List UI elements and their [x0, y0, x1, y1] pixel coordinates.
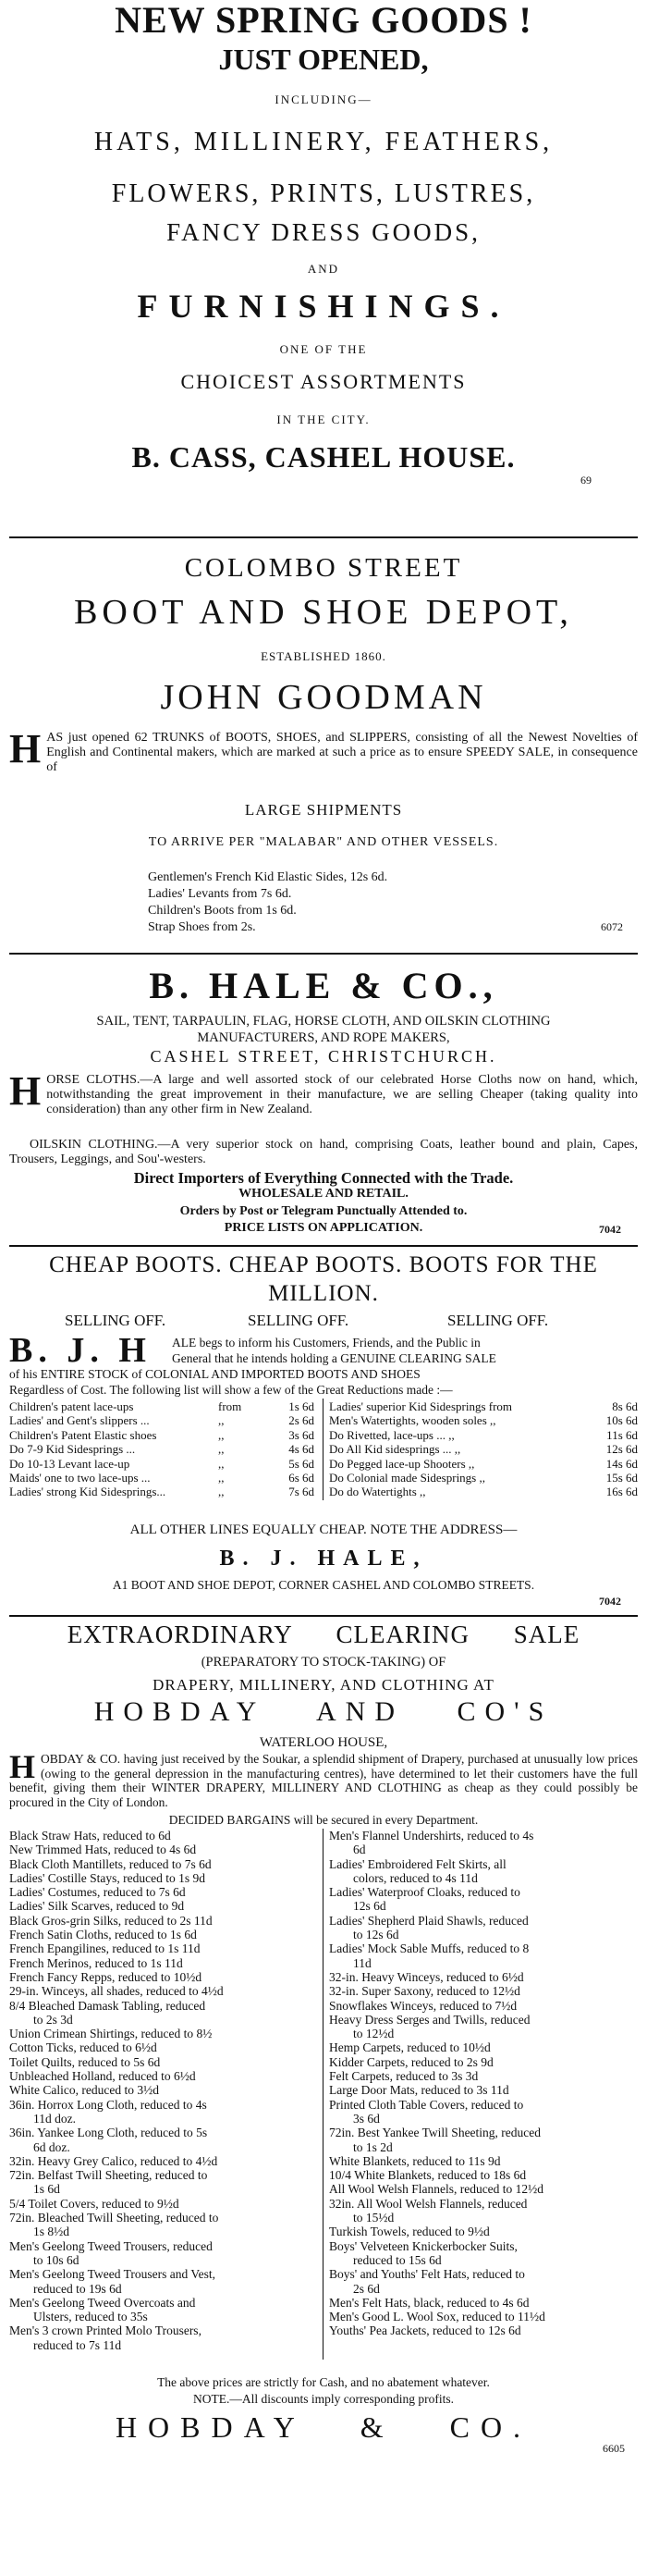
item-from: ,,: [218, 1413, 225, 1428]
ad1-furnishings: FURNISHINGS.: [137, 288, 510, 325]
ad3-body2: [9, 1138, 638, 1167]
list-item: 3s 6d: [353, 2111, 380, 2126]
list-item: 11d: [353, 1955, 372, 1970]
table-row: [9, 1442, 314, 1456]
ad4-other: ALL OTHER LINES EQUALLY CHEAP. NOTE THE ADDRESS—: [129, 1522, 518, 1537]
selling-off: SELLING OFF.: [65, 1312, 166, 1329]
item-price: 8s 6d: [612, 1399, 638, 1413]
ad4-headline2: MILLION.: [268, 1281, 379, 1306]
ad1-including: INCLUDING—: [275, 92, 372, 106]
list-item: Felt Carpets, reduced to 3s 3d: [329, 2069, 479, 2084]
list-item: French Epangilines, reduced to 1s 11d: [9, 1941, 201, 1956]
list-item: to 12½d: [353, 2027, 395, 2041]
ad3-body-text: ORSE CLOTHS.—A large and well assorted stock of our celebrated Horse Cloths now on hand, which, notwithstanding the great improvement in their manufacture, we are selling Cheaper (taking quality into consideration) than any other firm in New Zealand.: [46, 1073, 638, 1116]
ad5-prep: (PREPARATORY TO STOCK-TAKING) OF: [201, 1655, 446, 1670]
item-price: 16s 6d: [605, 1485, 638, 1499]
list-item: Hemp Carpets, reduced to 10½d: [329, 2040, 491, 2055]
item-from: ,,: [218, 1427, 225, 1442]
list-item: 11d doz.: [33, 2111, 76, 2126]
table-row: [329, 1485, 638, 1498]
table-row: [329, 1399, 638, 1413]
list-item: Youths' Pea Jackets, reduced to 12s 6d: [329, 2323, 521, 2338]
item-price: 15s 6d: [605, 1470, 638, 1485]
ad5-headline: EXTRAORDINARY CLEARING SALE: [67, 1621, 580, 1648]
list-item: Unbleached Holland, reduced to 6½d: [9, 2069, 196, 2084]
ad4-intro1: ALE begs to inform his Customers, Friends, and the Public in: [172, 1336, 481, 1350]
list-item: to 1s 2d: [353, 2139, 393, 2154]
item-price: 2s 6d: [288, 1413, 314, 1428]
ad5-ref: 6605: [603, 2442, 625, 2455]
list-item: Cotton Ticks, reduced to 6½d: [9, 2040, 157, 2055]
list-item: Men's 3 crown Printed Molo Trousers,: [9, 2323, 201, 2338]
ad5-footer1: The above prices are strictly for Cash, and no abatement whatever.: [157, 2375, 490, 2389]
item-name: Children's Patent Elastic shoes: [9, 1427, 157, 1442]
list-item: Black Gros-grin Silks, reduced to 2s 11d: [9, 1913, 213, 1928]
ad2-arrive: TO ARRIVE PER "MALABAR" AND OTHER VESSELS.: [148, 835, 499, 849]
item-name: Children's patent lace-ups: [9, 1399, 134, 1413]
table-row: [9, 1428, 314, 1442]
table-row: [329, 1457, 638, 1471]
table-row: [9, 1457, 314, 1471]
table-row: [329, 1428, 638, 1442]
list-item: Men's Geelong Tweed Trousers, reduced: [9, 2238, 213, 2253]
ad2-established: ESTABLISHED 1860.: [261, 649, 386, 663]
item-price: 6s 6d: [288, 1470, 314, 1485]
item-price: 11s 6d: [606, 1427, 638, 1442]
list-item: Boys' and Youths' Felt Hats, reduced to: [329, 2267, 525, 2282]
item-price: 10s 6d: [605, 1413, 638, 1428]
list-item: Children's Boots from 1s 6d.: [148, 904, 297, 918]
list-item: Kidder Carpets, reduced to 2s 9d: [329, 2054, 494, 2069]
list-item: Black Cloth Mantillets, reduced to 7s 6d: [9, 1856, 212, 1871]
list-item: French Satin Cloths, reduced to 1s 6d: [9, 1928, 197, 1942]
item-price: 12s 6d: [605, 1442, 638, 1457]
list-item: Ladies' Silk Scarves, reduced to 9d: [9, 1899, 185, 1914]
ad1-line2: FLOWERS, PRINTS, LUSTRES,: [111, 179, 536, 208]
item-name: Do 10-13 Levant lace-up: [9, 1456, 130, 1471]
list-item: colors, reduced to 4s 11d: [353, 1870, 478, 1885]
list-item: White Blankets, reduced to 11s 9d: [329, 2153, 501, 2168]
item-name: Men's Watertights, wooden soles ,,: [329, 1413, 496, 1428]
list-item: Ladies' Levants from 7s 6d.: [148, 887, 292, 901]
item-name: Do do Watertights ,,: [329, 1485, 426, 1499]
ad1-in-city: IN THE CITY.: [276, 413, 371, 426]
list-item: 5/4 Toilet Covers, reduced to 9½d: [9, 2196, 179, 2211]
list-item: French Merinos, reduced to 1s 11d: [9, 1955, 183, 1970]
item-price: 7s 6d: [288, 1485, 314, 1499]
selling-off: SELLING OFF.: [447, 1312, 549, 1329]
table-row: [9, 1399, 314, 1413]
list-item: 8/4 Bleached Damask Tabling, reduced: [9, 1998, 206, 2013]
ad1-subhead: JUST OPENED,: [218, 43, 429, 76]
list-item: 32in. All Wool Welsh Flannels, reduced: [329, 2196, 528, 2211]
drop-cap: H: [9, 1748, 36, 1785]
list-item: 72in. Best Yankee Twill Sheeting, reduced: [329, 2126, 542, 2140]
list-item: 32in. Heavy Grey Calico, reduced to 4½d: [9, 2153, 218, 2168]
list-item: 72in. Belfast Twill Sheeting, reduced to: [9, 2168, 208, 2183]
ad1-choicest: CHOICEST ASSORTMENTS: [180, 370, 467, 393]
ad3-ref: 7042: [599, 1223, 621, 1236]
ad2-ref: 6072: [601, 920, 623, 933]
item-price: 5s 6d: [288, 1456, 314, 1471]
list-item: 32-in. Super Saxony, reduced to 12½d: [329, 1984, 520, 1999]
ad4-name: B. J. HALE,: [219, 1547, 428, 1571]
ad3-title: B. HALE & CO.,: [149, 965, 498, 1006]
list-item: Ladies' Waterproof Cloaks, reduced to: [329, 1885, 520, 1900]
list-item: Large Door Mats, reduced to 3s 11d: [329, 2083, 509, 2098]
list-item: Black Straw Hats, reduced to 6d: [9, 1829, 171, 1843]
ad5-footer2: NOTE.—All discounts imply corresponding profits.: [193, 2392, 454, 2406]
ad1-line1: HATS, MILLINERY, FEATHERS,: [93, 128, 554, 156]
drop-cap: H: [9, 726, 42, 771]
ad4-depot: A1 BOOT AND SHOE DEPOT, CORNER CASHEL AND COLOMBO STREETS.: [112, 1578, 535, 1592]
ad2-body-text: AS just opened 62 TRUNKS of BOOTS, SHOES, and SLIPPERS, consisting of all the Newest Novelties of English and Continental makers, which are marked at such a price as to ensure SPEEDY SALE, in consequence of: [46, 731, 638, 774]
list-item: 36in. Horrox Long Cloth, reduced to 4s: [9, 2097, 207, 2112]
drop-cap: H: [9, 1068, 42, 1114]
list-item: to 12s 6d: [353, 1928, 399, 1942]
ad3-body: [9, 1068, 638, 1117]
ad4-ref: 7042: [599, 1595, 621, 1608]
list-item: French Fancy Repps, reduced to 10½d: [9, 1969, 202, 1984]
item-name: Ladies' and Gent's slippers ...: [9, 1413, 150, 1428]
ad5-firm: HOBDAY AND CO'S: [93, 1696, 554, 1727]
ad4-price-table-right: [329, 1399, 638, 1499]
ad3-trades: SAIL, TENT, TARPAULIN, FLAG, HORSE CLOTH, AND OILSKIN CLOTHING: [96, 1014, 551, 1029]
ad4-price-table-left: [9, 1399, 314, 1499]
item-name: Ladies' strong Kid Sidesprings...: [9, 1485, 166, 1499]
list-item: 36in. Yankee Long Cloth, reduced to 5s: [9, 2126, 208, 2140]
ad1-headline: NEW SPRING GOODS !: [115, 0, 532, 41]
item-from: ,,: [218, 1442, 225, 1457]
item-from: ,,: [218, 1485, 225, 1499]
ad2-name: JOHN GOODMAN: [160, 678, 487, 717]
list-item: Men's Good L. Wool Sox, reduced to 11½d: [329, 2310, 545, 2324]
ad3-address: CASHEL STREET, CHRISTCHURCH.: [150, 1047, 497, 1066]
list-item: to 15½d: [353, 2211, 395, 2225]
ad1-firm: B. CASS, CASHEL HOUSE.: [131, 440, 516, 474]
item-name: Do All Kid sidesprings ... ,,: [329, 1442, 461, 1457]
ad5-body: [9, 1748, 638, 1809]
table-row: [329, 1413, 638, 1427]
ad3-orders: Orders by Post or Telegram Punctually Attended to.: [179, 1204, 468, 1218]
list-item: reduced to 7s 11d: [33, 2337, 122, 2352]
ad4-initials: B. J. H: [9, 1331, 152, 1370]
list-item: 1s 8½d: [33, 2225, 70, 2239]
column-divider: [323, 1829, 324, 2360]
table-row: [9, 1485, 314, 1498]
ad1-line3: FANCY DRESS GOODS,: [166, 218, 481, 246]
list-item: Men's Geelong Tweed Trousers and Vest,: [9, 2267, 215, 2282]
list-item: Men's Geelong Tweed Overcoats and: [9, 2295, 196, 2310]
ad1-one-of: ONE OF THE: [279, 342, 368, 356]
list-item: All Wool Welsh Flannels, reduced to 12½d: [329, 2182, 544, 2197]
list-item: 32-in. Heavy Winceys, reduced to 6½d: [329, 1969, 524, 1984]
item-price: 14s 6d: [605, 1456, 638, 1471]
item-price: 1s 6d: [288, 1399, 314, 1413]
item-from: ,,: [218, 1470, 225, 1485]
item-price: 3s 6d: [288, 1427, 314, 1442]
list-item: 2s 6d: [353, 2281, 380, 2296]
ad5-house: WATERLOO HOUSE,: [259, 1735, 388, 1750]
item-name: Ladies' superior Kid Sidesprings from: [329, 1399, 513, 1413]
list-item: Ladies' Mock Sable Muffs, reduced to 8: [329, 1941, 530, 1956]
table-row: [329, 1471, 638, 1485]
ad4-intro3: of his ENTIRE STOCK of COLONIAL AND IMPORTED BOOTS AND SHOES: [9, 1367, 421, 1381]
ad2-title: BOOT AND SHOE DEPOT,: [74, 593, 573, 632]
list-item: 10/4 White Blankets, reduced to 18s 6d: [329, 2168, 527, 2183]
ad3-wholesale: WHOLESALE AND RETAIL.: [238, 1187, 409, 1201]
divider: [9, 1245, 638, 1247]
table-row: [329, 1442, 638, 1456]
list-item: Boys' Velveteen Knickerbocker Suits,: [329, 2238, 518, 2253]
list-item: 1s 6d: [33, 2182, 60, 2197]
table-row: [9, 1413, 314, 1427]
list-item: to 10s 6d: [33, 2252, 79, 2267]
ad3-importers: Direct Importers of Everything Connected with the Trade.: [133, 1169, 514, 1187]
list-item: Heavy Dress Serges and Twills, reduced: [329, 2012, 531, 2027]
ad4-intro2: General that he intends holding a GENUINE CLEARING SALE: [172, 1351, 496, 1365]
item-name: Do Rivetted, lace-ups ... ,,: [329, 1427, 455, 1442]
list-item: reduced to 19s 6d: [33, 2281, 122, 2296]
ad5-bargains-left: [9, 1829, 314, 2352]
list-item: 29-in. Winceys, all shades, reduced to 4½d: [9, 1984, 224, 1999]
ad5-drapery: DRAPERY, MILLINERY, AND CLOTHING AT: [153, 1676, 494, 1694]
list-item: Ladies' Shepherd Plaid Shawls, reduced: [329, 1913, 529, 1928]
item-name: Do 7-9 Kid Sidesprings ...: [9, 1442, 136, 1457]
ad3-trades2: MANUFACTURERS, AND ROPE MAKERS,: [197, 1030, 450, 1045]
list-item: 12s 6d: [353, 1899, 386, 1914]
list-item: Snowflakes Winceys, reduced to 7½d: [329, 1998, 518, 2013]
list-item: Men's Felt Hats, black, reduced to 4s 6d: [329, 2295, 530, 2310]
list-item: 6d: [353, 1843, 366, 1857]
list-item: New Trimmed Hats, reduced to 4s 6d: [9, 1843, 197, 1857]
item-from: ,,: [218, 1456, 225, 1471]
item-name: Maids' one to two lace-ups ...: [9, 1470, 151, 1485]
list-item: Ladies' Costille Stays, reduced to 1s 9d: [9, 1870, 206, 1885]
ad2-body: [9, 726, 638, 775]
ad1-ref: 69: [580, 474, 592, 487]
column-divider: [323, 1399, 324, 1500]
ad4-headline: CHEAP BOOTS. CHEAP BOOTS. BOOTS FOR THE: [49, 1252, 598, 1277]
ad2-shipments: LARGE SHIPMENTS: [244, 801, 403, 819]
list-item: Strap Shoes from 2s.: [148, 920, 256, 934]
item-from: from: [218, 1399, 242, 1413]
list-item: reduced to 15s 6d: [353, 2252, 442, 2267]
divider: [9, 1615, 638, 1617]
divider: [9, 953, 638, 955]
item-name: Do Colonial made Sidesprings ,,: [329, 1470, 485, 1485]
table-row: [9, 1471, 314, 1485]
list-item: Gentlemen's French Kid Elastic Sides, 12s 6d.: [148, 870, 388, 884]
list-item: Ladies' Costumes, reduced to 7s 6d: [9, 1885, 186, 1900]
ad5-bargains-right: [329, 1829, 638, 2338]
list-item: to 2s 3d: [33, 2012, 73, 2027]
divider: [9, 536, 638, 538]
ad1-and: AND: [307, 262, 340, 276]
list-item: Men's Flannel Undershirts, reduced to 4s: [329, 1829, 534, 1843]
list-item: Union Crimean Shirtings, reduced to 8½: [9, 2027, 213, 2041]
list-item: 72in. Bleached Twill Sheeting, reduced to: [9, 2211, 219, 2225]
ad5-decided: DECIDED BARGAINS will be secured in every Department.: [168, 1813, 479, 1827]
list-item: 6d doz.: [33, 2139, 70, 2154]
list-item: Ladies' Embroidered Felt Skirts, all: [329, 1856, 507, 1871]
ad5-signoff: HOBDAY & CO.: [115, 2410, 532, 2444]
list-item: White Calico, reduced to 3½d: [9, 2083, 159, 2098]
ad4-intro4: Regardless of Cost. The following list will show a few of the Great Reductions made :—: [9, 1383, 453, 1397]
item-name: Do Pegged lace-up Shooters ,,: [329, 1456, 475, 1471]
list-item: Turkish Towels, reduced to 9½d: [329, 2225, 490, 2239]
selling-off: SELLING OFF.: [248, 1312, 349, 1329]
ad3-body2-text: OILSKIN CLOTHING.—A very superior stock on hand, comprising Coats, leather bound and plain, Capes, Trousers, Leggings, and Sou'-westers.: [9, 1138, 638, 1166]
ad3-price-lists: PRICE LISTS ON APPLICATION.: [224, 1221, 423, 1235]
ad2-street: COLOMBO STREET: [184, 553, 463, 583]
list-item: Toilet Quilts, reduced to 5s 6d: [9, 2054, 161, 2069]
list-item: Ulsters, reduced to 35s: [33, 2310, 148, 2324]
item-price: 4s 6d: [288, 1442, 314, 1457]
ad5-body-text: OBDAY & CO. having just received by the Soukar, a splendid shipment of Drapery, purchased at unusually low prices (owing to the general depression in the manufacturing centres), have determined to let their customers have the full benefit, giving them their WINTER DRAPERY, MILLINERY AND CLOTHING as cheap as they could possibly be procured in the City of London.: [9, 1752, 638, 1809]
ad2-items: [148, 869, 387, 936]
list-item: Printed Cloth Table Covers, reduced to: [329, 2097, 524, 2112]
